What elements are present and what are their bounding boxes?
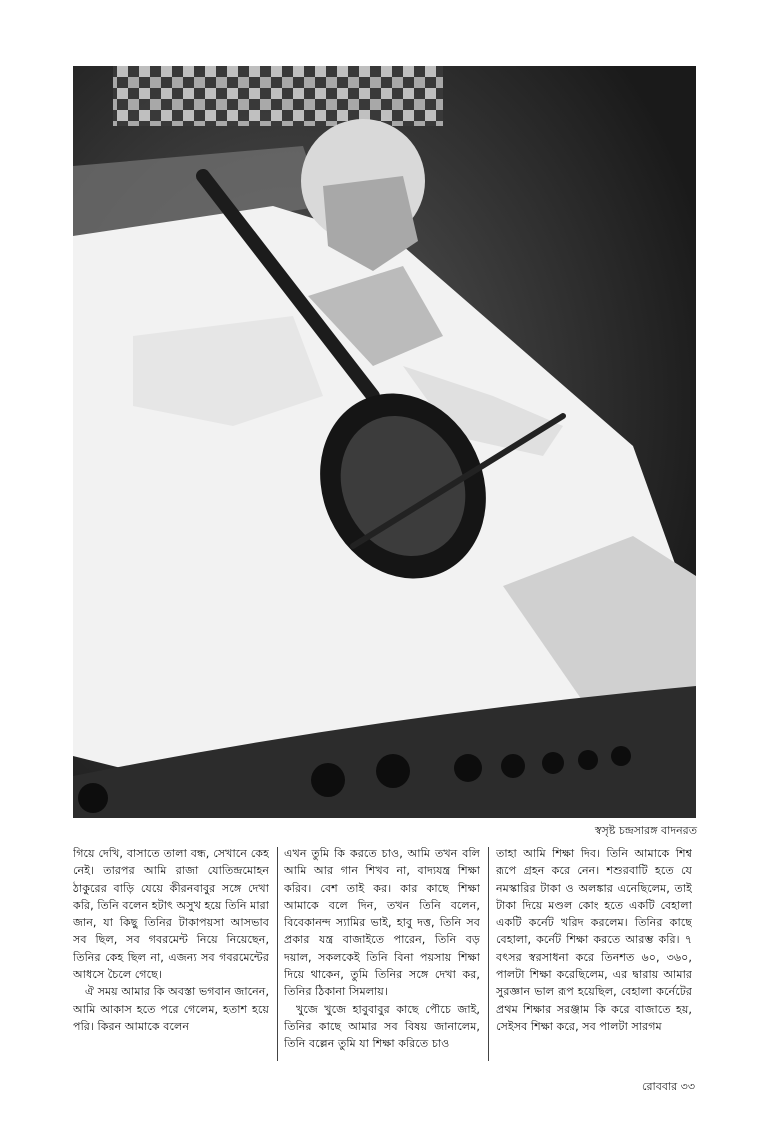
paragraph: এখন তুমি কি করতে চাও, আমি তখন বলি আমি আর গান শিখব না, বাদ্যযন্ত্র শিক্ষা করিব। বেশ তাই কর। কার কাছে শিক্ষা আমাকে বলে দিন, তখন তিনি বলেন, বিবেকানন্দ স্যামির ভাই, হাবু দত্ত, তিনি সব প্রকার যন্ত্র বাজাইতে পারেন, তিনি বড় দয়াল, সকলকেই তিনি বিনা পয়সায় শিক্ষা দিয়ে থাকেন, তুমি তিনির সঙ্গে দেখা কর, তিনির ঠিকানা সিমলায়।	[284, 847, 480, 999]
column-divider	[277, 847, 278, 1061]
patterned-backdrop	[113, 66, 443, 126]
article-column-1	[73, 845, 269, 1067]
paragraph: খুজে খুজে হাবুবাবুর কাছে পৌচে জাই, তিনির কাছে আমার সব বিষয় জানালেম, তিনি বল্লেন তুমি যা শিক্ষা করিতে চাও	[284, 1002, 480, 1051]
article-column-3	[496, 845, 692, 1067]
paragraph: তাহা আমি শিক্ষা দিব। তিনি আমাকে শিশ্ব রূপে গ্রহন করে নেন। শশুরবাটি হতে যে নমস্কারির টাকা ও অলঙ্কার এনেছিলেম, তাই টাকা দিয়ে মণ্ডল কোং হতে একটি বেহালা একটি কর্নেট খরিদ করলেম। তিনির কাছে বেহালা, কর্নেট শিক্ষা করতে আরম্ভ করি। ৭ বৎসর স্বরসাধনা করে তিনশত ৬০, ৩৬০, পালটা শিক্ষা করেছিলেম, এর দ্বারায় আমার সুরজ্ঞান ভাল রূপ হয়েছিল, বেহালা কর্নেটের প্রথম শিক্ষার সরঞ্জাম কি করে বাজাতে হয়, সেইসব শিক্ষা করে, সব পালটা সারগম	[496, 847, 692, 1033]
page-footer: রোববার ৩৩	[642, 1080, 695, 1093]
article-body	[73, 845, 696, 1067]
paragraph: গিয়ে দেখি, বাসাতে তালা বন্ধ, সেখানে কেহ নেই। তারপর আমি রাজা যোতিন্দ্রমোহন ঠাকুরের বাড়ি যেয়ে কীরনবাবুর সঙ্গে দেখা করি, তিনি বলেন হটাৎ অসুখ হয়ে তিনি মারা জান, যা কিছু তিনির টাকাপয়সা আসভাব সব ছিল, সব গবরমেন্ট নিয়ে নিয়েছেন, তিনির কেহ ছিল না, এজন্য সব গবরমেন্টের আধসে চৈলে গেছে।	[73, 847, 269, 982]
article-column-2	[284, 845, 480, 1067]
photo-caption: স্বসৃষ্ট চন্দ্রসারঙ্গ বাদনরত	[594, 824, 697, 837]
paragraph: ঐ সময় আমার কি অবস্তা ভগবান জানেন, আমি আকাস হতে পরে গেলেম, হতাশ হয়ে পরি। কিরন আমাকে বলেন	[73, 985, 269, 1033]
musician-photo	[73, 66, 696, 818]
photograph	[73, 66, 696, 818]
column-divider	[488, 847, 489, 1061]
